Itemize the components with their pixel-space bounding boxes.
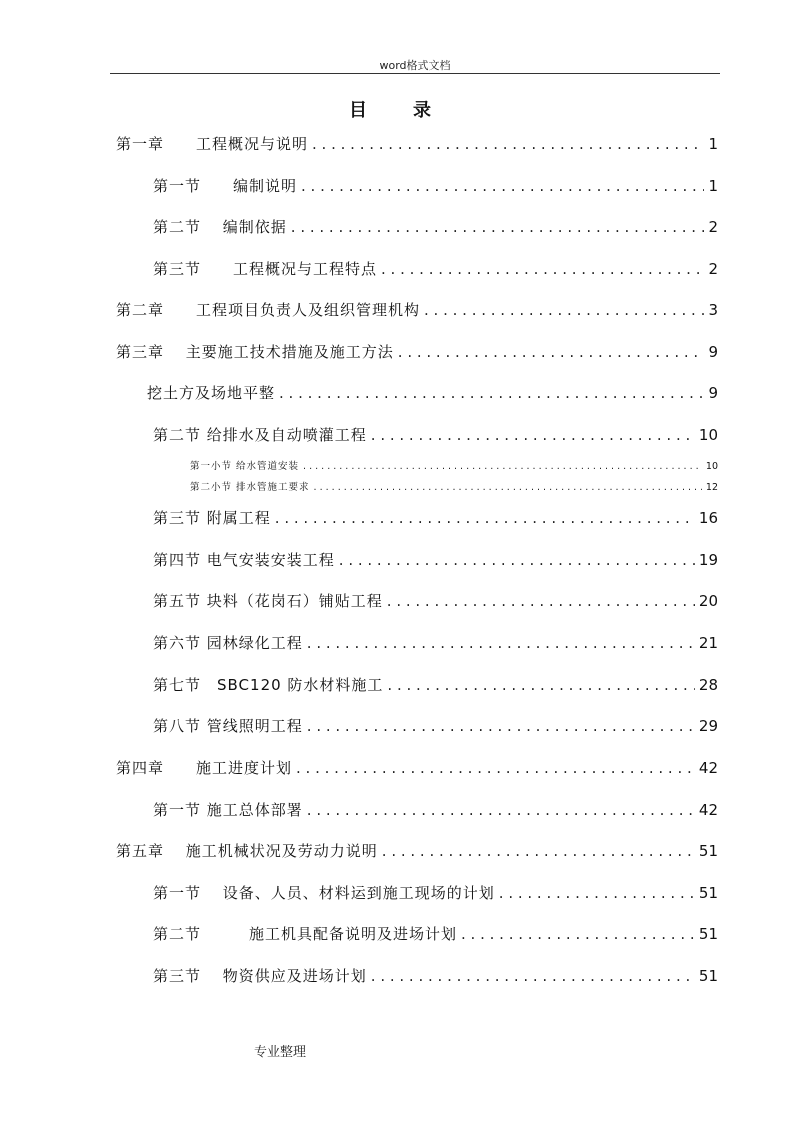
dot-leader — [424, 301, 704, 319]
toc-entry-label: 第八节 管线照明工程 — [153, 717, 303, 735]
toc-entry-page: 10 — [705, 461, 718, 472]
toc-entry[interactable] — [147, 382, 718, 403]
toc-entry-label: 第五节 块料（花岗石）铺贴工程 — [153, 592, 383, 610]
toc-entry-label: 第二章 工程项目负责人及组织管理机构 — [116, 301, 421, 319]
toc-entry-label: 第一节 施工总体部署 — [153, 801, 303, 819]
toc-entry-label: 第一章 工程概况与说明 — [116, 135, 309, 153]
toc-entry[interactable] — [153, 424, 718, 445]
toc-entry[interactable] — [116, 840, 718, 861]
toc-entry[interactable] — [116, 133, 718, 154]
page-footer: 专业整理 — [254, 1045, 307, 1060]
dot-leader — [382, 842, 695, 860]
toc-entry[interactable] — [153, 216, 718, 237]
dot-leader — [387, 592, 695, 610]
dot-leader — [296, 759, 695, 777]
toc-entry-label: 第二小节 排水管施工要求 — [190, 482, 310, 493]
dot-leader — [461, 925, 695, 943]
toc-title: 目 录 — [349, 100, 445, 121]
toc-entry-page: 28 — [698, 676, 718, 694]
toc-entry-label: 第三章 主要施工技术措施及施工方法 — [116, 343, 394, 361]
toc-entry[interactable] — [153, 923, 718, 944]
dot-leader — [307, 634, 695, 652]
toc-entry[interactable] — [116, 757, 718, 778]
toc-entry-page: 1 — [708, 177, 718, 195]
toc-entry-label: 第四章 施工进度计划 — [116, 759, 293, 777]
toc-entry-page: 9 — [708, 343, 718, 361]
toc-entry-label: 第四节 电气安装安装工程 — [153, 551, 335, 569]
dot-leader — [339, 551, 695, 569]
toc-entry[interactable] — [153, 590, 718, 611]
toc-entry[interactable] — [153, 258, 718, 279]
dot-leader — [279, 384, 704, 402]
toc-entry-page: 42 — [698, 801, 718, 819]
toc-entry-label: 第二节 编制依据 — [153, 218, 287, 236]
toc-entry-page: 51 — [698, 967, 718, 985]
toc-entry[interactable] — [153, 549, 718, 570]
toc-entry-page: 2 — [708, 260, 718, 278]
toc-entry[interactable] — [153, 799, 718, 820]
toc-entry-label: 第一节 编制说明 — [153, 177, 298, 195]
dot-leader — [291, 218, 704, 236]
toc-entry-page: 51 — [698, 842, 718, 860]
toc-entry-label: 第一节 设备、人员、材料运到施工现场的计划 — [153, 884, 495, 902]
toc-entry-page: 19 — [698, 551, 718, 569]
dot-leader — [398, 343, 704, 361]
toc-entry-page: 12 — [705, 482, 718, 493]
dot-leader — [381, 260, 704, 278]
dot-leader — [307, 717, 695, 735]
dot-leader — [314, 482, 702, 493]
toc-entry[interactable] — [190, 479, 718, 493]
toc-entry[interactable] — [116, 299, 718, 320]
dot-leader — [312, 135, 704, 153]
toc-entry-page: 2 — [708, 218, 718, 236]
toc-entry-label: 第六节 园林绿化工程 — [153, 634, 303, 652]
toc-entry-page: 9 — [708, 384, 718, 402]
toc-entry-page: 51 — [698, 884, 718, 902]
dot-leader — [371, 426, 695, 444]
toc-entry-label: 第二节 施工机具配备说明及进场计划 — [153, 925, 458, 943]
page-header: word格式文档 — [379, 59, 451, 72]
toc-entry-page: 1 — [708, 135, 718, 153]
toc-entry-page: 3 — [708, 301, 718, 319]
toc-entry-page: 51 — [698, 925, 718, 943]
toc-entry-label: 第七节 SBC120 防水材料施工 — [153, 676, 384, 694]
toc-entry[interactable] — [153, 632, 718, 653]
toc-entry-page: 10 — [698, 426, 718, 444]
toc-entry[interactable] — [153, 715, 718, 736]
toc-entry[interactable] — [153, 674, 718, 695]
toc-entry-label: 第一小节 给水管道安装 — [190, 461, 300, 472]
toc-entry-label: 第三节 附属工程 — [153, 509, 271, 527]
toc-entry[interactable] — [153, 175, 718, 196]
dot-leader — [307, 801, 695, 819]
toc-entry[interactable] — [116, 341, 718, 362]
toc-entry-label: 第五章 施工机械状况及劳动力说明 — [116, 842, 378, 860]
dot-leader — [371, 967, 695, 985]
dot-leader — [499, 884, 695, 902]
toc-entry-label: 挖土方及场地平整 — [147, 384, 276, 402]
toc-entry[interactable] — [153, 882, 718, 903]
toc-entry-page: 29 — [698, 717, 718, 735]
toc-entry-label: 第三节 工程概况与工程特点 — [153, 260, 378, 278]
toc-entry-page: 20 — [698, 592, 718, 610]
toc-entry[interactable] — [153, 507, 718, 528]
header-rule — [110, 73, 720, 74]
dot-leader — [387, 676, 694, 694]
toc-entry-label: 第二节 给排水及自动喷灌工程 — [153, 426, 367, 444]
dot-leader — [303, 461, 702, 472]
toc-entry-page: 21 — [698, 634, 718, 652]
toc-entry-page: 42 — [698, 759, 718, 777]
dot-leader — [301, 177, 704, 195]
dot-leader — [275, 509, 695, 527]
toc-entry-page: 16 — [698, 509, 718, 527]
toc-entry[interactable] — [190, 458, 718, 472]
toc-entry[interactable] — [153, 965, 718, 986]
toc-entry-label: 第三节 物资供应及进场计划 — [153, 967, 367, 985]
